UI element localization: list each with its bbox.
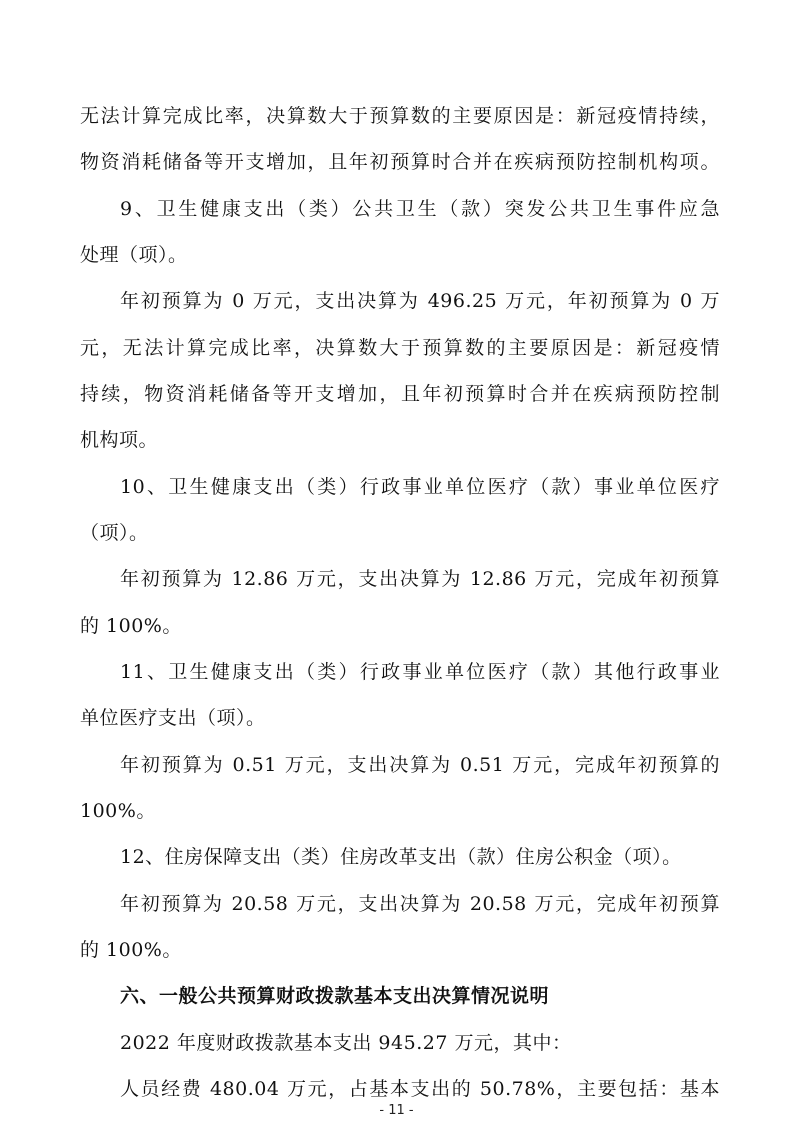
paragraph-line: 人员经费 480.04 万元，占基本支出的 50.78%，主要包括：基本 xyxy=(120,1078,720,1100)
section-item-title: 单位医疗支出（项）。 xyxy=(80,707,266,729)
section-item-title: 12、住房保障支出（类）住房改革支出（款）住房公积金（项）。 xyxy=(120,846,682,868)
paragraph-line: 持续，物资消耗储备等开支增加，且年初预算时合并在疾病预防控制 xyxy=(80,383,720,405)
paragraph-line: 年初预算为 0.51 万元，支出决算为 0.51 万元，完成年初预算的 xyxy=(120,754,720,776)
section-heading: 六、一般公共预算财政拨款基本支出决算情况说明 xyxy=(120,985,550,1007)
paragraph-line: 物资消耗储备等开支增加，且年初预算时合并在疾病预防控制机构项。 xyxy=(80,151,720,173)
paragraph-line: 年初预算为 20.58 万元，支出决算为 20.58 万元，完成年初预算 xyxy=(120,893,720,915)
paragraph-line: 无法计算完成比率，决算数大于预算数的主要原因是：新冠疫情持续， xyxy=(80,105,720,127)
section-item-title: 处理（项）。 xyxy=(80,244,188,266)
paragraph-line: 100%。 xyxy=(80,800,156,822)
section-item-title: （项）。 xyxy=(80,522,149,544)
paragraph-line: 年初预算为 0 万元，支出决算为 496.25 万元，年初预算为 0 万 xyxy=(120,290,720,312)
section-item-title: 10、卫生健康支出（类）行政事业单位医疗（款）事业单位医疗 xyxy=(120,476,720,498)
paragraph-line: 2022 年度财政拨款基本支出 945.27 万元，其中： xyxy=(120,1032,572,1054)
section-item-title: 11、卫生健康支出（类）行政事业单位医疗（款）其他行政事业 xyxy=(120,661,720,683)
section-item-title: 9、卫生健康支出（类）公共卫生（款）突发公共卫生事件应急 xyxy=(120,198,720,220)
page-number: - 11 - xyxy=(379,1103,414,1118)
paragraph-line: 年初预算为 12.86 万元，支出决算为 12.86 万元，完成年初预算 xyxy=(120,568,720,590)
paragraph-line: 的 100%。 xyxy=(80,939,182,961)
paragraph-line: 元，无法计算完成比率，决算数大于预算数的主要原因是：新冠疫情 xyxy=(80,337,720,359)
paragraph-line: 机构项。 xyxy=(80,429,159,451)
paragraph-line: 的 100%。 xyxy=(80,615,182,637)
